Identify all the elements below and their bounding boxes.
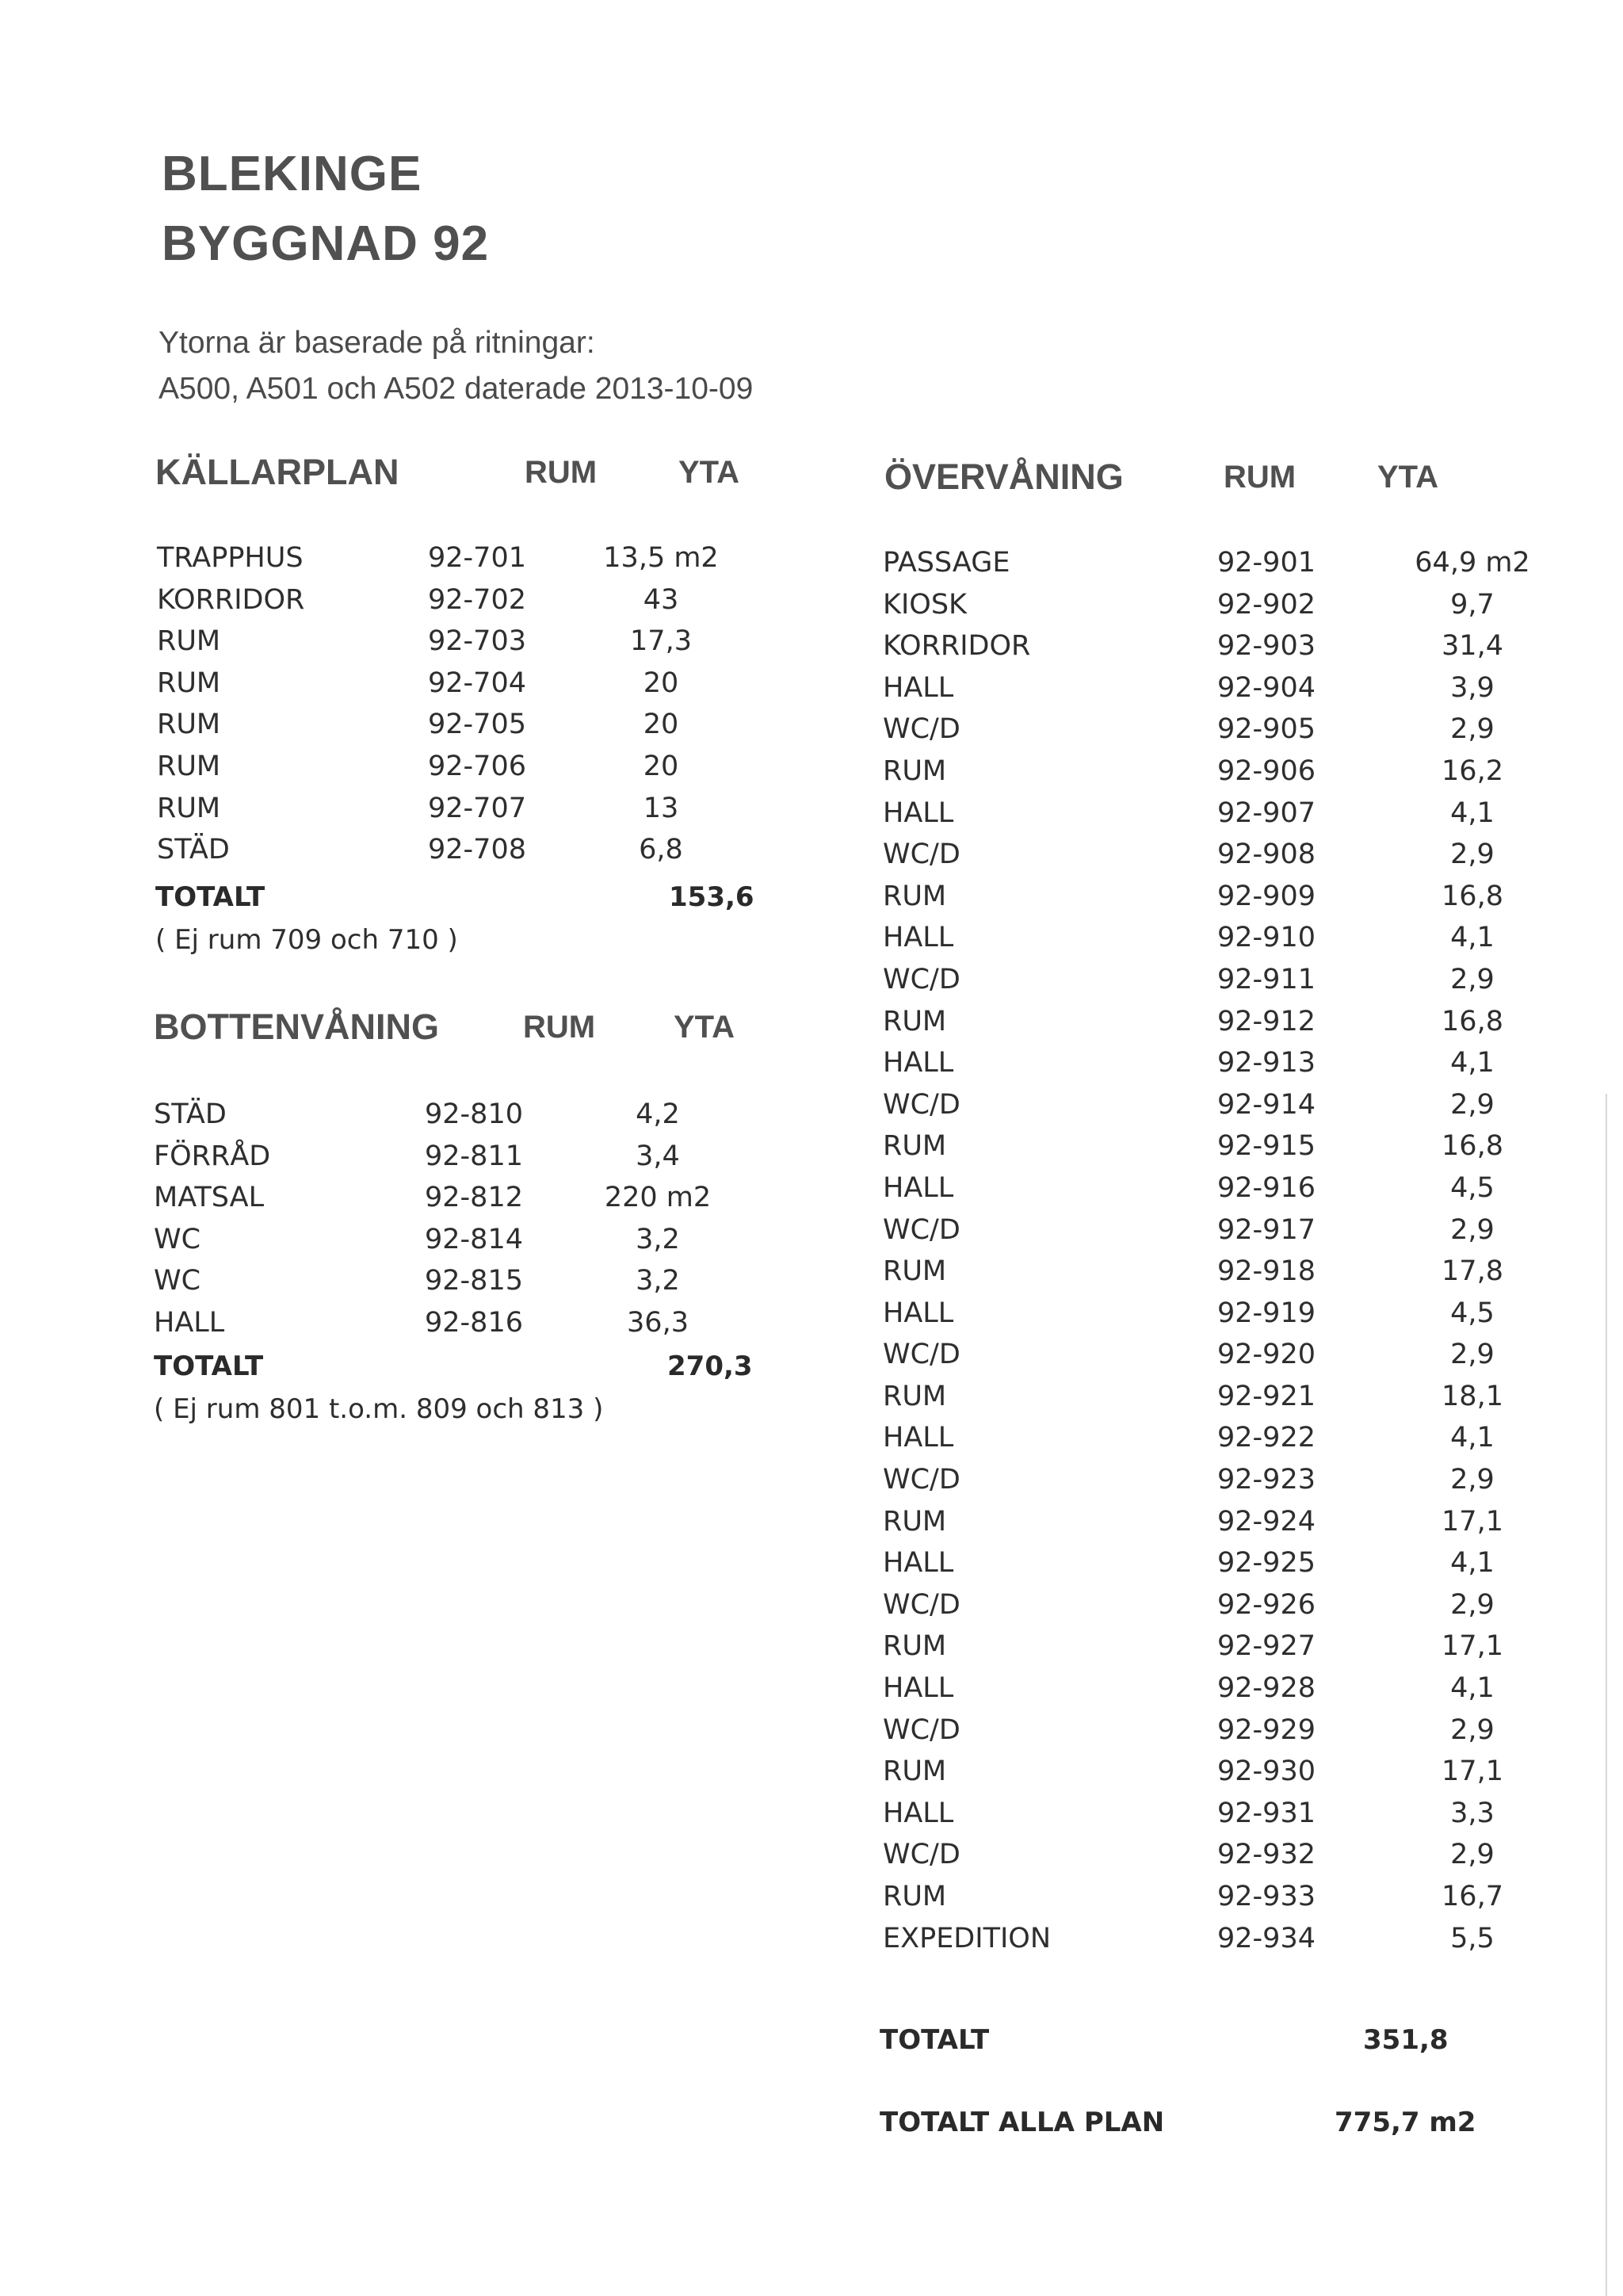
room-number: 92-707 — [428, 792, 526, 824]
room-area: 2,9 — [1450, 963, 1495, 995]
room-area: 9,7 — [1450, 588, 1495, 621]
kallarplan-note: ( Ej rum 709 och 710 ) — [155, 924, 458, 956]
room-number: 92-910 — [1217, 922, 1316, 954]
room-name: WC/D — [883, 839, 960, 871]
room-name: WC/D — [883, 1464, 960, 1496]
room-name: RUM — [883, 1255, 947, 1288]
table-row — [0, 1001, 1623, 1043]
grand-total-label: TOTALT ALLA PLAN — [880, 2107, 1165, 2138]
table-row — [0, 751, 1623, 793]
room-name: PASSAGE — [883, 547, 1010, 579]
table-row — [0, 1167, 1623, 1209]
room-area: 16,8 — [1442, 1130, 1503, 1163]
room-name: RUM — [157, 792, 221, 824]
room-area: 16,2 — [1442, 755, 1503, 787]
room-area: 13 — [643, 792, 679, 824]
room-number: 92-902 — [1217, 588, 1316, 621]
room-area: 4,1 — [1450, 1047, 1495, 1079]
room-number: 92-916 — [1217, 1171, 1316, 1204]
room-number: 92-913 — [1217, 1047, 1316, 1079]
room-name: STÄD — [154, 1098, 227, 1130]
room-number: 92-811 — [425, 1140, 523, 1172]
room-number: 92-924 — [1217, 1505, 1316, 1538]
table-row — [0, 1668, 1623, 1710]
room-number: 92-816 — [425, 1306, 523, 1339]
room-number: 92-708 — [428, 834, 526, 866]
bottenvaning-col-rum: RUM — [523, 1010, 596, 1045]
room-area: 5,5 — [1450, 1922, 1495, 1954]
room-name: RUM — [883, 1380, 947, 1412]
table-row — [0, 709, 1623, 751]
room-name: HALL — [883, 1297, 954, 1329]
table-row — [0, 876, 1623, 918]
bottenvaning-total-label: TOTALT — [154, 1350, 264, 1382]
room-area: 4,1 — [1450, 922, 1495, 954]
room-name: HALL — [883, 1797, 954, 1829]
room-number: 92-917 — [1217, 1213, 1316, 1246]
room-name: HALL — [883, 797, 954, 829]
room-number: 92-704 — [428, 667, 526, 699]
bottenvaning-total-value: 270,3 — [667, 1350, 753, 1382]
room-name: STÄD — [157, 834, 230, 866]
title-line-1: BLEKINGE — [162, 147, 422, 201]
table-row — [0, 1834, 1623, 1876]
bottenvaning-col-yta: YTA — [674, 1010, 735, 1045]
room-name: RUM — [883, 755, 947, 787]
room-number: 92-929 — [1217, 1713, 1316, 1746]
kallarplan-col-yta: YTA — [678, 455, 740, 490]
table-row — [0, 1417, 1623, 1459]
grand-total-row — [0, 2102, 1623, 2144]
room-name: KORRIDOR — [883, 630, 1031, 663]
room-area: 3,4 — [636, 1140, 680, 1172]
room-name: HALL — [154, 1306, 225, 1339]
room-number: 92-815 — [425, 1265, 523, 1297]
room-number: 92-934 — [1217, 1922, 1316, 1954]
room-name: HALL — [883, 671, 954, 704]
table-row — [0, 959, 1623, 1001]
room-number: 92-906 — [1217, 755, 1316, 787]
room-name: WC/D — [883, 1839, 960, 1871]
room-area: 17,3 — [630, 625, 692, 658]
table-row — [0, 1209, 1623, 1251]
room-number: 92-919 — [1217, 1297, 1316, 1329]
table-row — [0, 1376, 1623, 1418]
room-area: 16,7 — [1442, 1881, 1503, 1912]
table-row — [0, 1084, 1623, 1126]
room-area: 2,9 — [1450, 839, 1495, 871]
table-row — [0, 1125, 1623, 1167]
room-number: 92-922 — [1217, 1422, 1316, 1454]
room-area: 18,1 — [1442, 1380, 1503, 1412]
room-name: RUM — [883, 1130, 947, 1163]
overvaning-total-label: TOTALT — [880, 2024, 990, 2056]
table-row — [0, 1334, 1623, 1376]
room-area: 4,2 — [636, 1098, 680, 1130]
table-row — [0, 834, 1623, 876]
kallarplan-total-label: TOTALT — [155, 881, 265, 913]
bottenvaning-heading: BOTTENVÅNING — [154, 1007, 439, 1047]
room-number: 92-905 — [1217, 713, 1316, 746]
table-row — [0, 917, 1623, 959]
room-area: 17,8 — [1442, 1255, 1503, 1288]
room-number: 92-925 — [1217, 1547, 1316, 1580]
room-number: 92-920 — [1217, 1339, 1316, 1371]
room-name: TRAPPHUS — [157, 542, 304, 574]
room-name: HALL — [883, 1171, 954, 1204]
table-row — [0, 1793, 1623, 1835]
room-area: 3,3 — [1450, 1797, 1495, 1829]
room-name: WC/D — [883, 1088, 960, 1121]
room-area: 2,9 — [1450, 1713, 1495, 1746]
room-number: 92-918 — [1217, 1255, 1316, 1288]
room-name: EXPEDITION — [883, 1922, 1052, 1954]
room-name: WC/D — [883, 1339, 960, 1371]
overvaning-table — [0, 542, 1623, 1959]
room-number: 92-907 — [1217, 797, 1316, 829]
room-number: 92-933 — [1217, 1881, 1316, 1912]
table-row — [0, 1710, 1623, 1752]
room-name: HALL — [883, 1422, 954, 1454]
table-row — [0, 1042, 1623, 1084]
subtitle-line-2: A500, A501 och A502 daterade 2013-10-09 — [158, 372, 754, 406]
room-area: 17,1 — [1442, 1505, 1503, 1538]
subtitle-line-1: Ytorna är baserade på ritningar: — [158, 326, 595, 360]
room-name: RUM — [157, 750, 221, 782]
document-subtitle — [158, 320, 753, 412]
room-area: 20 — [643, 709, 679, 741]
room-name: HALL — [883, 922, 954, 954]
room-name: RUM — [883, 1755, 947, 1788]
table-row — [0, 1876, 1623, 1918]
overvaning-total-value: 351,8 — [1363, 2024, 1449, 2056]
kallarplan-heading: KÄLLARPLAN — [155, 452, 399, 492]
room-area: 17,1 — [1442, 1630, 1503, 1663]
room-name: HALL — [883, 1672, 954, 1705]
room-area: 31,4 — [1442, 630, 1503, 663]
room-area: 4,1 — [1450, 797, 1495, 829]
kallarplan-total-value: 153,6 — [669, 881, 754, 913]
room-number: 92-701 — [428, 542, 526, 574]
table-row — [0, 1459, 1623, 1501]
room-area: 3,9 — [1450, 671, 1495, 704]
room-area: 43 — [643, 583, 679, 616]
room-name: RUM — [157, 625, 221, 658]
room-name: KORRIDOR — [157, 583, 305, 616]
table-row — [0, 625, 1623, 667]
title-line-2: BYGGNAD 92 — [162, 216, 490, 271]
room-name: HALL — [883, 1547, 954, 1580]
room-name: WC/D — [883, 1588, 960, 1621]
table-row — [0, 1751, 1623, 1793]
room-name: WC/D — [883, 1213, 960, 1246]
room-area: 2,9 — [1450, 713, 1495, 746]
room-area: 220 m2 — [604, 1182, 712, 1214]
room-name: WC — [154, 1265, 201, 1297]
room-area: 20 — [643, 667, 679, 699]
overvaning-col-yta: YTA — [1377, 460, 1439, 495]
room-area: 2,9 — [1450, 1339, 1495, 1371]
room-number: 92-706 — [428, 750, 526, 782]
scan-edge-line — [1606, 1094, 1607, 2296]
room-name: FÖRRÅD — [154, 1140, 271, 1172]
room-number: 92-810 — [425, 1098, 523, 1130]
bottenvaning-note: ( Ej rum 801 t.o.m. 809 och 813 ) — [154, 1393, 604, 1425]
room-area: 2,9 — [1450, 1839, 1495, 1871]
table-row — [0, 1626, 1623, 1668]
room-area: 16,8 — [1442, 1005, 1503, 1037]
overvaning-header — [884, 453, 1518, 501]
room-name: RUM — [883, 1005, 947, 1037]
room-number: 92-930 — [1217, 1755, 1316, 1788]
table-row — [0, 1542, 1623, 1584]
room-area: 17,1 — [1442, 1755, 1503, 1788]
room-number: 92-915 — [1217, 1130, 1316, 1163]
grand-total-value: 775,7 m2 — [1335, 2107, 1476, 2138]
room-name: RUM — [157, 709, 221, 741]
room-number: 92-912 — [1217, 1005, 1316, 1037]
room-area: 4,1 — [1450, 1547, 1495, 1580]
table-row — [0, 1251, 1623, 1293]
room-area: 36,3 — [627, 1306, 689, 1339]
room-number: 92-911 — [1217, 963, 1316, 995]
table-row — [0, 1501, 1623, 1543]
room-number: 92-908 — [1217, 839, 1316, 871]
room-number: 92-904 — [1217, 671, 1316, 704]
room-area: 2,9 — [1450, 1464, 1495, 1496]
room-name: RUM — [883, 1881, 947, 1912]
room-number: 92-931 — [1217, 1797, 1316, 1829]
kallarplan-col-rum: RUM — [525, 455, 598, 490]
room-area: 16,8 — [1442, 880, 1503, 912]
room-name: WC/D — [883, 963, 960, 995]
room-name: RUM — [883, 880, 947, 912]
table-row — [0, 793, 1623, 835]
room-number: 92-928 — [1217, 1672, 1316, 1705]
room-number: 92-923 — [1217, 1464, 1316, 1496]
room-name: HALL — [883, 1047, 954, 1079]
room-name: MATSAL — [154, 1182, 265, 1214]
overvaning-col-rum: RUM — [1224, 460, 1296, 495]
room-area: 3,2 — [636, 1265, 680, 1297]
room-area: 6,8 — [639, 834, 683, 866]
overvaning-total-row — [0, 2019, 1623, 2061]
kallarplan-header — [155, 449, 758, 496]
room-number: 92-901 — [1217, 547, 1316, 579]
overvaning-heading: ÖVERVÅNING — [884, 457, 1124, 497]
room-number: 92-927 — [1217, 1630, 1316, 1663]
table-row — [0, 542, 1623, 584]
room-name: RUM — [883, 1630, 947, 1663]
room-number: 92-914 — [1217, 1088, 1316, 1121]
table-row — [0, 584, 1623, 626]
room-name: WC/D — [883, 1713, 960, 1746]
room-number: 92-812 — [425, 1182, 523, 1214]
room-area: 13,5 m2 — [603, 542, 719, 574]
room-number: 92-921 — [1217, 1380, 1316, 1412]
room-number: 92-903 — [1217, 630, 1316, 663]
table-row — [0, 667, 1623, 709]
room-number: 92-926 — [1217, 1588, 1316, 1621]
room-number: 92-909 — [1217, 880, 1316, 912]
room-area: 3,2 — [636, 1223, 680, 1255]
room-number: 92-932 — [1217, 1839, 1316, 1871]
room-area: 2,9 — [1450, 1213, 1495, 1246]
room-area: 2,9 — [1450, 1088, 1495, 1121]
room-area: 2,9 — [1450, 1588, 1495, 1621]
room-area: 64,9 m2 — [1415, 547, 1530, 579]
table-row — [0, 1584, 1623, 1626]
room-name: WC/D — [883, 713, 960, 746]
room-area: 4,1 — [1450, 1422, 1495, 1454]
room-name: RUM — [157, 667, 221, 699]
room-name: RUM — [883, 1505, 947, 1538]
room-area: 4,5 — [1450, 1171, 1495, 1204]
room-area: 20 — [643, 750, 679, 782]
room-name: KIOSK — [883, 588, 967, 621]
room-number: 92-705 — [428, 709, 526, 741]
table-row — [0, 1293, 1623, 1335]
room-area: 4,1 — [1450, 1672, 1495, 1705]
document-title — [162, 139, 489, 279]
room-number: 92-703 — [428, 625, 526, 658]
room-area: 4,5 — [1450, 1297, 1495, 1329]
room-name: WC — [154, 1223, 201, 1255]
table-row — [0, 1918, 1623, 1960]
room-number: 92-702 — [428, 583, 526, 616]
room-number: 92-814 — [425, 1223, 523, 1255]
